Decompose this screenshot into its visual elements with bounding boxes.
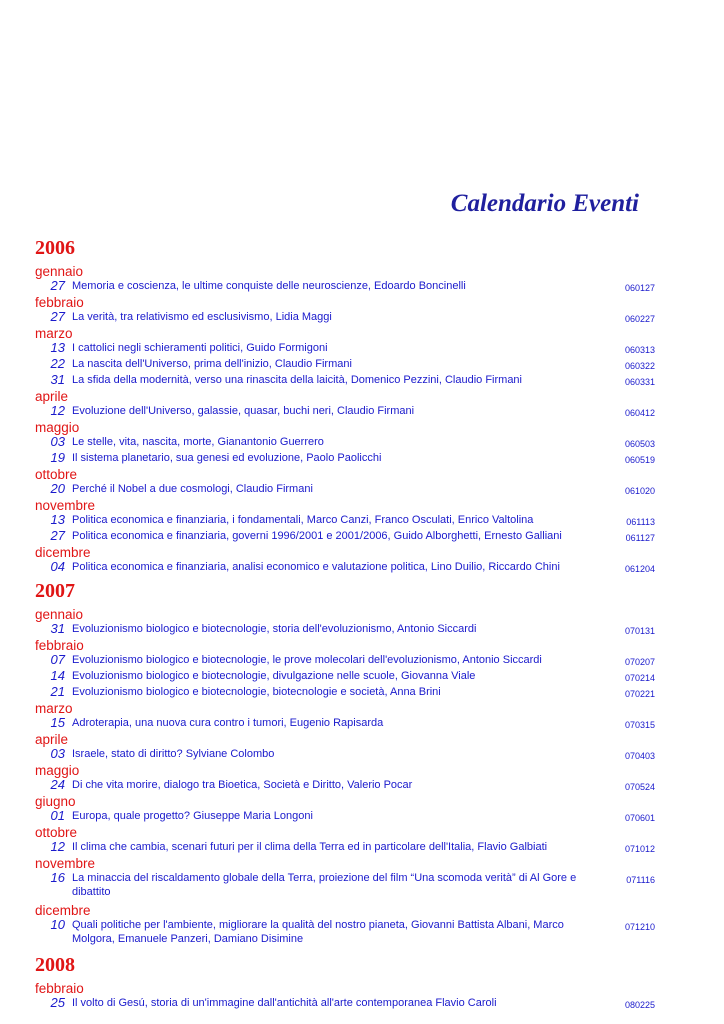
event-row — [35, 747, 655, 763]
event-day: 31 — [50, 372, 65, 387]
event-code: 060322 — [624, 361, 655, 371]
event-row — [35, 918, 655, 946]
event-description: Israele, stato di diritto? Sylviane Colombo — [72, 748, 275, 760]
event-day: 24 — [50, 777, 65, 792]
year-heading: 2007 — [35, 580, 75, 602]
month-heading: marzo — [35, 326, 73, 341]
month-heading: febbraio — [35, 981, 84, 996]
event-day: 27 — [50, 278, 65, 293]
event-description: Evoluzionismo biologico e biotecnologie, storia dell'evoluzionismo, Antonio Siccardi — [72, 623, 477, 635]
event-description: Perché il Nobel a due cosmologi, Claudio Firmani — [72, 483, 313, 495]
event-code: 070601 — [624, 813, 655, 823]
event-row — [35, 529, 655, 545]
event-description: Evoluzionismo biologico e biotecnologie, le prove molecolari dell'evoluzionismo, Antonio Siccardi — [72, 654, 542, 666]
month-heading: aprile — [35, 389, 69, 404]
month-heading: gennaio — [35, 607, 84, 622]
event-code: 070131 — [624, 626, 655, 636]
event-code: 061113 — [626, 517, 655, 527]
event-description: Memoria e coscienza, le ultime conquiste delle neuroscienze, Edoardo Boncinelli — [72, 280, 466, 292]
event-row — [35, 279, 655, 295]
event-description: La minaccia del riscaldamento globale della Terra, proiezione del film “Una scomoda verità” di Al Gore e dibattito — [72, 872, 577, 898]
event-day: 04 — [50, 559, 65, 574]
event-row — [35, 716, 655, 732]
event-day: 03 — [50, 434, 65, 449]
event-code: 071210 — [624, 922, 655, 932]
event-row — [35, 809, 655, 825]
event-description: Evoluzione dell'Universo, galassie, quasar, buchi neri, Claudio Firmani — [72, 405, 415, 417]
month-heading: febbraio — [35, 638, 84, 653]
event-day: 12 — [50, 839, 65, 854]
event-row — [35, 373, 655, 389]
event-row — [35, 513, 655, 529]
event-day: 07 — [50, 652, 65, 667]
event-row — [35, 685, 655, 701]
event-description: Europa, quale progetto? Giuseppe Maria Longoni — [72, 810, 313, 822]
event-code: 060313 — [624, 345, 655, 355]
event-description: Evoluzionismo biologico e biotecnologie, divulgazione nelle scuole, Giovanna Viale — [72, 670, 476, 682]
month-heading: febbraio — [35, 295, 84, 310]
event-row — [35, 357, 655, 373]
event-code: 060412 — [624, 408, 655, 418]
month-heading: gennaio — [35, 264, 84, 279]
event-row — [35, 435, 655, 451]
event-calendar — [35, 233, 655, 1012]
month-heading: giugno — [35, 794, 76, 809]
event-description: La verità, tra relativismo ed esclusivismo, Lidia Maggi — [72, 311, 332, 323]
event-row — [35, 482, 655, 498]
event-row — [35, 669, 655, 685]
event-code: 061127 — [625, 533, 655, 543]
event-day: 20 — [50, 481, 65, 496]
event-description: Le stelle, vita, nascita, morte, Gianantonio Guerrero — [72, 436, 324, 448]
event-day: 22 — [50, 356, 65, 371]
month-heading: ottobre — [35, 467, 78, 482]
event-day: 31 — [50, 621, 65, 636]
event-row — [35, 622, 655, 638]
event-description: Il clima che cambia, scenari futuri per il clima della Terra ed in particolare dell'Italia, Flavio Galbiati — [72, 841, 548, 853]
event-code: 060519 — [624, 455, 655, 465]
event-day: 12 — [50, 403, 65, 418]
event-description: Il volto di Gesú, storia di un'immagine dall'antichità all'arte contemporanea Flavio Caroli — [72, 997, 497, 1009]
event-code: 070221 — [624, 689, 655, 699]
event-day: 13 — [50, 340, 65, 355]
event-day: 14 — [50, 668, 65, 683]
event-day: 27 — [50, 528, 65, 543]
event-day: 25 — [50, 995, 65, 1010]
event-description: I cattolici negli schieramenti politici, Guido Formigoni — [72, 342, 328, 354]
page-title: Calendario Eventi — [450, 190, 639, 217]
event-code: 061204 — [624, 564, 655, 574]
event-code: 060331 — [624, 377, 655, 387]
event-code: 080225 — [624, 1000, 655, 1010]
event-code: 070315 — [624, 720, 655, 730]
event-row — [35, 653, 655, 669]
event-code: 070524 — [624, 782, 655, 792]
event-row — [35, 871, 655, 899]
event-day: 21 — [50, 684, 65, 699]
month-heading: maggio — [35, 420, 80, 435]
month-heading: novembre — [35, 856, 96, 871]
event-day: 10 — [50, 917, 65, 932]
event-code: 060503 — [624, 439, 655, 449]
month-heading: ottobre — [35, 825, 78, 840]
event-day: 16 — [50, 870, 65, 885]
event-day: 19 — [50, 450, 65, 465]
month-heading: novembre — [35, 498, 96, 513]
event-description: Politica economica e finanziaria, analisi economico e valutazione politica, Lino Duilio, Riccardo Chini — [72, 561, 560, 573]
event-code: 070214 — [624, 673, 655, 683]
event-row — [35, 310, 655, 326]
event-day: 03 — [50, 746, 65, 761]
event-row — [35, 451, 655, 467]
event-description: La sfida della modernità, verso una rinascita della laicità, Domenico Pezzini, Claudio Firmani — [72, 374, 522, 386]
month-heading: marzo — [35, 701, 73, 716]
event-code: 071116 — [626, 875, 655, 885]
event-code: 071012 — [624, 844, 655, 854]
event-code: 070207 — [624, 657, 655, 667]
event-row — [35, 778, 655, 794]
event-description: Politica economica e finanziaria, governi 1996/2001 e 2001/2006, Guido Alborghetti, Ernesto Galliani — [72, 530, 562, 542]
year-heading: 2008 — [35, 954, 75, 976]
event-day: 13 — [50, 512, 65, 527]
event-row — [35, 560, 655, 576]
event-row — [35, 996, 655, 1012]
event-description: Di che vita morire, dialogo tra Bioetica, Società e Diritto, Valerio Pocar — [72, 779, 413, 791]
event-description: Adroterapia, una nuova cura contro i tumori, Eugenio Rapisarda — [72, 717, 384, 729]
event-code: 070403 — [624, 751, 655, 761]
month-heading: aprile — [35, 732, 69, 747]
year-heading: 2006 — [35, 237, 75, 259]
month-heading: maggio — [35, 763, 80, 778]
spacer — [35, 946, 655, 950]
event-day: 01 — [50, 808, 65, 823]
event-code: 060227 — [624, 314, 655, 324]
event-description: Politica economica e finanziaria, i fondamentali, Marco Canzi, Franco Osculati, Enrico Valtolina — [72, 514, 534, 526]
event-row — [35, 404, 655, 420]
event-row — [35, 341, 655, 357]
month-heading: dicembre — [35, 903, 91, 918]
event-row — [35, 840, 655, 856]
event-day: 27 — [50, 309, 65, 324]
event-description: Quali politiche per l'ambiente, migliorare la qualità del nostro pianeta, Giovanni Battista Albani, Marco Molgora, Emanuele Panzeri, Damiano Disimine — [72, 919, 564, 945]
month-heading: dicembre — [35, 545, 91, 560]
event-description: La nascita dell'Universo, prima dell'inizio, Claudio Firmani — [72, 358, 352, 370]
event-code: 061020 — [624, 486, 655, 496]
event-description: Evoluzionismo biologico e biotecnologie, biotecnologie e società, Anna Brini — [72, 686, 441, 698]
event-description: Il sistema planetario, sua genesi ed evoluzione, Paolo Paolicchi — [72, 452, 382, 464]
event-code: 060127 — [624, 283, 655, 293]
event-day: 15 — [50, 715, 65, 730]
